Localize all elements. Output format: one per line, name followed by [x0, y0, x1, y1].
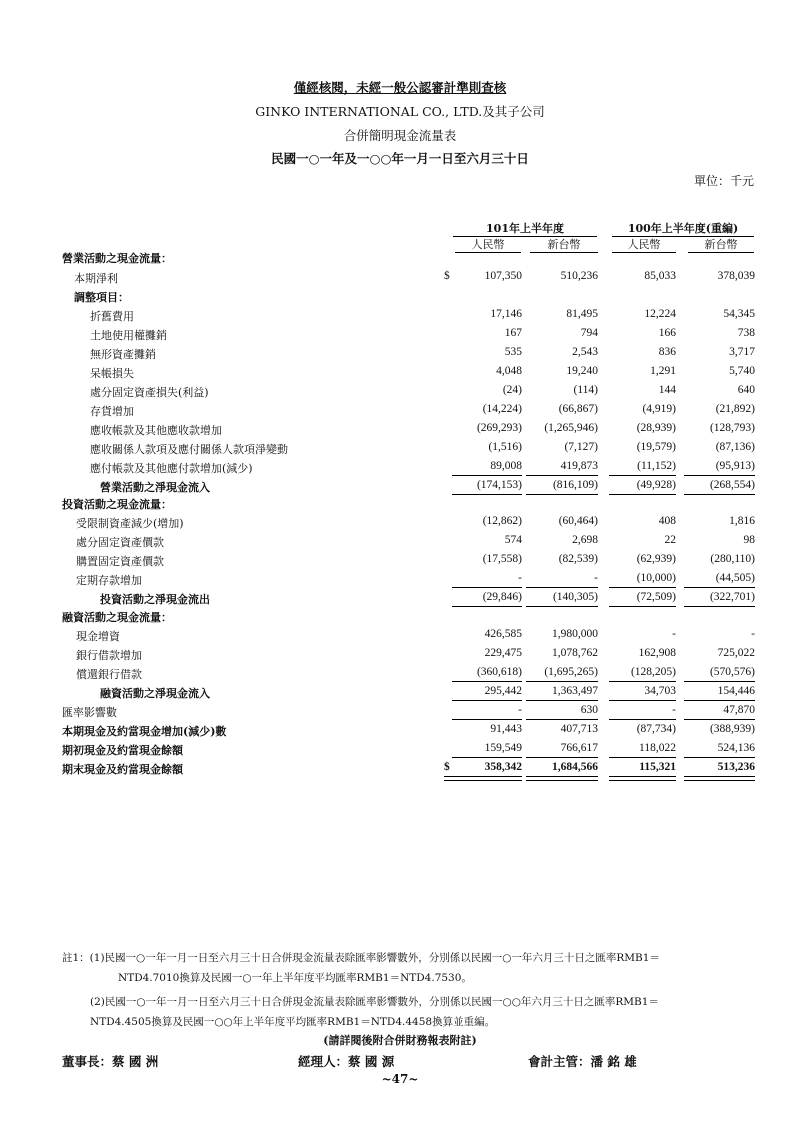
section-header: 投資活動之現金流量： — [62, 498, 172, 511]
twd-2011-value: (44,505) — [715, 572, 755, 584]
underline — [452, 719, 522, 720]
twd-2011-value: 47,870 — [723, 704, 755, 716]
rmb-2011-value: 1,291 — [650, 365, 676, 377]
row-label: 購置固定資產價款 — [76, 555, 164, 568]
rmb-2011-value: 12,224 — [644, 308, 676, 320]
table-row — [0, 250, 800, 268]
row-label: 應付帳款及其他應付款增加(減少) — [90, 462, 253, 475]
twd-2012-value: 419,873 — [560, 460, 598, 472]
rmb-2011-value: (72,509) — [636, 591, 676, 603]
twd-2011-value: 725,022 — [717, 647, 755, 659]
rmb-2012-value: 229,475 — [484, 647, 522, 659]
underline — [526, 606, 598, 607]
rmb-2012-value: (1,516) — [488, 441, 522, 453]
underline — [526, 757, 598, 758]
table-row — [0, 591, 800, 609]
rmb-2012-value: (12,862) — [482, 515, 522, 527]
note-2-line-b: NTD4.4505換算及民國一○○年上半年度平均匯率RMB1＝NTD4.4458換算並重編。 — [90, 1016, 496, 1028]
table-row — [0, 289, 800, 307]
twd-2011-value: 640 — [737, 384, 755, 396]
row-label: 應收關係人款項及應付關係人款項淨變動 — [90, 443, 288, 456]
underline — [609, 587, 676, 588]
rmb-2011-value: - — [672, 628, 676, 640]
twd-2012-value: (1,265,946) — [544, 422, 598, 434]
row-label: 償還銀行借款 — [76, 668, 142, 681]
rmb-2012-value: 167 — [504, 327, 522, 339]
year-2012-header: 101年上半年度 — [453, 220, 597, 237]
underline — [609, 494, 676, 495]
rmb-2012-value: 17,146 — [490, 308, 522, 320]
rmb-2012-value: - — [518, 572, 522, 584]
twd-2011-value: (128,793) — [709, 422, 755, 434]
rmb-2012-value: 295,442 — [484, 685, 522, 697]
underline — [609, 681, 676, 682]
row-label: 土地使用權攤銷 — [90, 329, 167, 342]
row-label: 現金增資 — [76, 630, 120, 643]
underline — [526, 681, 598, 682]
underline — [684, 587, 755, 588]
table-row — [0, 685, 800, 703]
note-2-line-a: (2)民國一○一年一月一日至六月三十日合併現金流量表除匯率影響數外，分別係以民國一○○年六月三十日之匯率RMB1＝ — [90, 996, 659, 1008]
table-row — [0, 515, 800, 533]
rmb-2012-value: - — [518, 704, 522, 716]
table-row — [0, 534, 800, 552]
twd-2012-value: (140,305) — [552, 591, 598, 603]
underline — [452, 757, 522, 758]
section-header: 營業活動之現金流量： — [62, 252, 172, 265]
year-2011-header: 100年上半年度(重編) — [612, 220, 754, 237]
review-note: 僅經核閱，未經一般公認審計準則查核 — [293, 80, 507, 95]
table-row — [0, 553, 800, 571]
row-label: 期初現金及約當現金餘額 — [62, 744, 183, 757]
rmb-2011-value: 144 — [658, 384, 676, 396]
twd-2012-value: (7,127) — [564, 441, 598, 453]
rmb-2011-value: - — [672, 704, 676, 716]
row-label: 處分固定資產損失(利益) — [90, 386, 209, 399]
rmb-2012-value: (24) — [502, 384, 522, 396]
rmb-2012-value: 426,585 — [484, 628, 522, 640]
twd-2011-value: (268,554) — [709, 479, 755, 491]
see-notes-line: (請詳閱後附合併財務報表附註) — [323, 1034, 477, 1047]
row-label: 無形資產攤銷 — [90, 348, 156, 361]
twd-2012-value: (114) — [573, 384, 598, 396]
rmb-2011-value: (11,152) — [637, 460, 676, 472]
twd-2012-value: 19,240 — [566, 365, 598, 377]
underline — [609, 475, 676, 476]
table-row — [0, 704, 800, 722]
table-row — [0, 384, 800, 402]
rmb-2011-value: (4,919) — [642, 403, 676, 415]
rmb-2011-value: 408 — [658, 515, 676, 527]
table-row — [0, 609, 800, 627]
twd-2011-value: 5,740 — [729, 365, 755, 377]
twd-2011-value: (21,892) — [715, 403, 755, 415]
rmb-2011-value: (87,734) — [636, 723, 676, 735]
twd-2011-value: 3,717 — [729, 346, 755, 358]
note-1-line-b: NTD4.7010換算及民國一○一年上半年度平均匯率RMB1＝NTD4.7530。 — [118, 972, 472, 984]
rmb-2012-value: (360,618) — [476, 666, 522, 678]
twd-2011-value: 513,236 — [717, 761, 755, 773]
double-underline — [684, 776, 755, 781]
table-row — [0, 742, 800, 760]
twd-2011-value: 524,136 — [717, 742, 755, 754]
twd-2012-value: 2,543 — [572, 346, 598, 358]
table-row — [0, 628, 800, 646]
twd-2012-value: (66,867) — [558, 403, 598, 415]
table-row — [0, 308, 800, 326]
table-row — [0, 441, 800, 459]
double-underline — [526, 776, 598, 781]
table-row — [0, 647, 800, 665]
rmb-2012-value: 89,008 — [490, 460, 522, 472]
underline — [526, 700, 598, 701]
twd-2011-value: 98 — [743, 534, 755, 546]
twd-2012-value: (1,695,265) — [544, 666, 598, 678]
twd-2011-value: - — [751, 628, 755, 640]
rmb-2012-value: 159,549 — [484, 742, 522, 754]
manager-signature: 經理人：蔡 國 源 — [298, 1054, 395, 1069]
row-label: 期末現金及約當現金餘額 — [62, 763, 183, 776]
underline — [609, 700, 676, 701]
dollar-sign: $ — [444, 270, 450, 282]
twd-2011-value: (388,939) — [709, 723, 755, 735]
row-label: 處分固定資產價款 — [76, 536, 164, 549]
table-row — [0, 723, 800, 741]
rmb-2011-value: 34,703 — [644, 685, 676, 697]
underline — [452, 475, 522, 476]
twd-2012-value: 407,713 — [560, 723, 598, 735]
rmb-2012-value: 4,048 — [496, 365, 522, 377]
accounting-signature: 會計主管：潘 銘 雄 — [528, 1054, 637, 1069]
rmb-2012-header: 人民幣 — [455, 236, 521, 253]
twd-2012-value: 1,078,762 — [552, 647, 598, 659]
double-underline — [444, 776, 456, 781]
rmb-2012-value: (14,224) — [482, 403, 522, 415]
underline — [609, 757, 676, 758]
underline — [684, 606, 755, 607]
rmb-2011-value: 22 — [664, 534, 676, 546]
unit-label: 單位：千元 — [693, 174, 754, 188]
underline — [452, 681, 522, 682]
rmb-2011-value: (62,939) — [636, 553, 676, 565]
twd-2012-value: 1,684,566 — [552, 761, 598, 773]
twd-2012-value: 794 — [580, 327, 598, 339]
statement-period: 民國一○一年及一○○年一月一日至六月三十日 — [271, 151, 529, 166]
row-label: 應收帳款及其他應收款增加 — [90, 424, 222, 437]
row-label: 營業活動之淨現金流入 — [100, 481, 210, 494]
double-underline — [452, 776, 522, 781]
rmb-2011-value: (10,000) — [636, 572, 676, 584]
rmb-2011-value: (19,579) — [636, 441, 676, 453]
twd-2011-header: 新台幣 — [688, 236, 754, 253]
underline — [684, 681, 755, 682]
table-row — [0, 496, 800, 514]
twd-2012-header: 新台幣 — [530, 236, 598, 253]
rmb-2011-value: 162,908 — [638, 647, 676, 659]
underline — [609, 606, 676, 607]
chairman-signature: 董事長：蔡 國 洲 — [62, 1054, 159, 1069]
twd-2011-value: 738 — [737, 327, 755, 339]
underline — [684, 700, 755, 701]
row-label: 投資活動之淨現金流出 — [100, 593, 210, 606]
row-label: 融資活動之淨現金流入 — [100, 687, 210, 700]
table-row — [0, 479, 800, 497]
double-underline — [609, 776, 676, 781]
underline — [684, 719, 755, 720]
rmb-2011-value: 166 — [658, 327, 676, 339]
twd-2011-value: (570,576) — [709, 666, 755, 678]
rmb-2011-value: (49,928) — [636, 479, 676, 491]
table-row — [0, 422, 800, 440]
section-header: 融資活動之現金流量： — [62, 611, 172, 624]
rmb-2012-value: 358,342 — [484, 761, 522, 773]
twd-2012-value: 1,363,497 — [552, 685, 598, 697]
rmb-2011-value: 118,022 — [639, 742, 676, 754]
table-row — [0, 460, 800, 478]
row-label: 匯率影響數 — [62, 706, 117, 719]
twd-2011-value: 54,345 — [723, 308, 755, 320]
twd-2011-value: (280,110) — [710, 553, 755, 565]
page-number: ~47~ — [381, 1072, 419, 1086]
twd-2012-value: 2,698 — [572, 534, 598, 546]
twd-2012-value: (60,464) — [558, 515, 598, 527]
underline — [452, 494, 522, 495]
row-label: 呆帳損失 — [90, 367, 134, 380]
underline — [526, 587, 598, 588]
underline — [526, 494, 598, 495]
row-label: 存貨增加 — [90, 405, 134, 418]
rmb-2011-value: 836 — [658, 346, 676, 358]
twd-2012-value: 1,980,000 — [552, 628, 598, 640]
table-row — [0, 365, 800, 383]
underline — [526, 719, 598, 720]
rmb-2012-value: 107,350 — [484, 270, 522, 282]
table-row — [0, 761, 800, 779]
twd-2012-value: 630 — [580, 704, 598, 716]
company-name: GINKO INTERNATIONAL CO., LTD.及其子公司 — [255, 104, 545, 119]
rmb-2012-value: 91,443 — [490, 723, 522, 735]
twd-2011-value: (87,136) — [715, 441, 755, 453]
row-label: 調整項目： — [74, 291, 129, 304]
row-label: 本期現金及約當現金增加(減少)數 — [62, 725, 227, 738]
rmb-2012-value: (269,293) — [476, 422, 522, 434]
twd-2011-value: 378,039 — [717, 270, 755, 282]
notes — [62, 948, 762, 1032]
underline — [609, 719, 676, 720]
twd-2011-value: (95,913) — [715, 460, 755, 472]
underline — [526, 475, 598, 476]
table-row — [0, 346, 800, 364]
note-1-line-a: 註1：(1)民國一○一年一月一日至六月三十日合併現金流量表除匯率影響數外，分別係以民國一○一年六月三十日之匯率RMB1＝ — [62, 952, 660, 964]
underline — [452, 587, 522, 588]
twd-2011-value: (322,701) — [709, 591, 755, 603]
row-label: 銀行借款增加 — [76, 649, 142, 662]
twd-2012-value: (816,109) — [552, 479, 598, 491]
row-label: 折舊費用 — [90, 310, 134, 323]
twd-2012-value: - — [594, 572, 598, 584]
underline — [684, 494, 755, 495]
twd-2012-value: 510,236 — [560, 270, 598, 282]
rmb-2011-value: (28,939) — [636, 422, 676, 434]
underline — [452, 606, 522, 607]
row-label: 定期存款增加 — [76, 574, 142, 587]
rmb-2011-value: (128,205) — [630, 666, 676, 678]
row-label: 本期淨利 — [74, 272, 118, 285]
table-row — [0, 572, 800, 590]
rmb-2012-value: 535 — [504, 346, 522, 358]
table-row — [0, 270, 800, 288]
rmb-2011-value: 85,033 — [644, 270, 676, 282]
table-row — [0, 403, 800, 421]
underline — [684, 757, 755, 758]
twd-2012-value: (82,539) — [558, 553, 598, 565]
dollar-sign: $ — [444, 761, 450, 773]
twd-2011-value: 1,816 — [729, 515, 755, 527]
table-row — [0, 666, 800, 684]
underline — [684, 475, 755, 476]
twd-2012-value: 81,495 — [566, 308, 598, 320]
rmb-2012-value: (17,558) — [482, 553, 522, 565]
underline — [452, 700, 522, 701]
rmb-2011-header: 人民幣 — [612, 236, 676, 253]
statement-title: 合併簡明現金流量表 — [343, 128, 457, 143]
rmb-2012-value: (174,153) — [476, 479, 522, 491]
rmb-2012-value: (29,846) — [482, 591, 522, 603]
row-label: 受限制資產減少(增加) — [76, 517, 184, 530]
twd-2011-value: 154,446 — [717, 685, 755, 697]
rmb-2012-value: 574 — [504, 534, 522, 546]
twd-2012-value: 766,617 — [560, 742, 598, 754]
rmb-2011-value: 115,321 — [639, 761, 676, 773]
table-row — [0, 327, 800, 345]
